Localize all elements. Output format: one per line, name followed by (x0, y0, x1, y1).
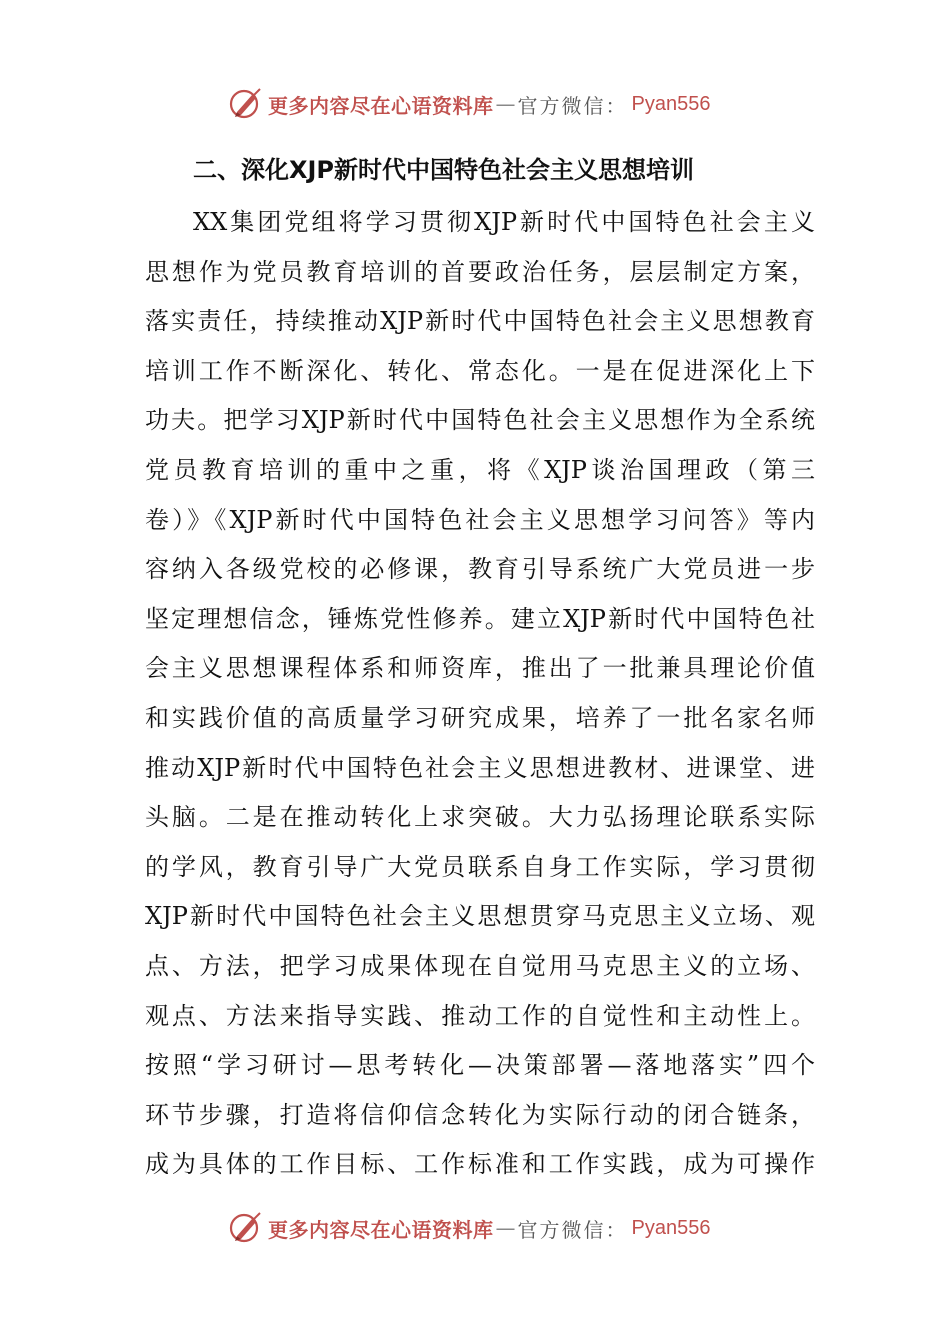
paragraph-line: 按照“学习研讨—思考转化—决策部署—落地落实”四个 (145, 1051, 815, 1080)
watermark-wechat-label: 官方微信： (517, 1217, 628, 1242)
watermark-wechat-id: Pyan556 (631, 1216, 711, 1239)
watermark-banner-top (228, 84, 710, 124)
paragraph-line: 党员教育培训的重中之重，将《XJP谈治国理政（第三 (145, 455, 815, 484)
paragraph-line: 的学风，教育引导广大党员联系自身工作实际，学习贯彻 (145, 852, 815, 881)
paragraph-line: 推动XJP新时代中国特色社会主义思想进教材、进课堂、进 (145, 753, 815, 782)
section-heading: 二、深化XJP新时代中国特色社会主义思想培训 (193, 156, 695, 184)
watermark-wechat-id: Pyan556 (631, 92, 711, 115)
paragraph-line: 坚定理想信念，锤炼党性修养。建立XJP新时代中国特色社 (145, 604, 815, 633)
pen-nib-logo-icon (228, 86, 264, 122)
watermark-text: 更多内容尽在心语资料库 (268, 1217, 494, 1242)
paragraph-line: 落实责任，持续推动XJP新时代中国特色社会主义思想教育 (145, 307, 815, 336)
paragraph-line: 观点、方法来指导实践、推动工作的自觉性和主动性上。 (145, 1001, 815, 1030)
paragraph-line: 成为具体的工作目标、工作标准和工作实践，成为可操作 (145, 1150, 815, 1179)
pen-nib-logo-icon (228, 1210, 264, 1246)
paragraph-line: 会主义思想课程体系和师资库，推出了一批兼具理论价值 (145, 654, 815, 683)
watermark-text: 更多内容尽在心语资料库 (268, 93, 494, 118)
paragraph-line: 点、方法，把学习成果体现在自觉用马克思主义的立场、 (145, 951, 815, 980)
paragraph-line: XX集团党组将学习贯彻XJP新时代中国特色社会主义 (193, 208, 815, 236)
paragraph-line: XJP新时代中国特色社会主义思想贯穿马克思主义立场、观 (145, 902, 815, 931)
paragraph-line: 头脑。二是在推动转化上求突破。大力弘扬理论联系实际 (145, 803, 815, 832)
paragraph-line: 容纳入各级党校的必修课，教育引导系统广大党员进一步 (145, 555, 815, 584)
watermark-banner-bottom (228, 1208, 710, 1248)
watermark-dash: — (495, 1216, 516, 1240)
paragraph-line: 和实践价值的高质量学习研究成果，培养了一批名家名师 (145, 703, 815, 732)
paragraph-line: 环节步骤，打造将信仰信念转化为实际行动的闭合链条， (145, 1100, 815, 1129)
paragraph-line: 思想作为党员教育培训的首要政治任务，层层制定方案， (145, 257, 815, 286)
watermark-wechat-label: 官方微信： (517, 93, 628, 118)
body-paragraph (145, 198, 815, 1190)
paragraph-line: 培训工作不断深化、转化、常态化。一是在促进深化上下 (145, 356, 815, 385)
paragraph-line: 功夫。把学习XJP新时代中国特色社会主义思想作为全系统 (145, 406, 815, 435)
watermark-dash: — (495, 92, 516, 116)
paragraph-line: 卷）》《XJP新时代中国特色社会主义思想学习问答》等内 (145, 505, 815, 534)
